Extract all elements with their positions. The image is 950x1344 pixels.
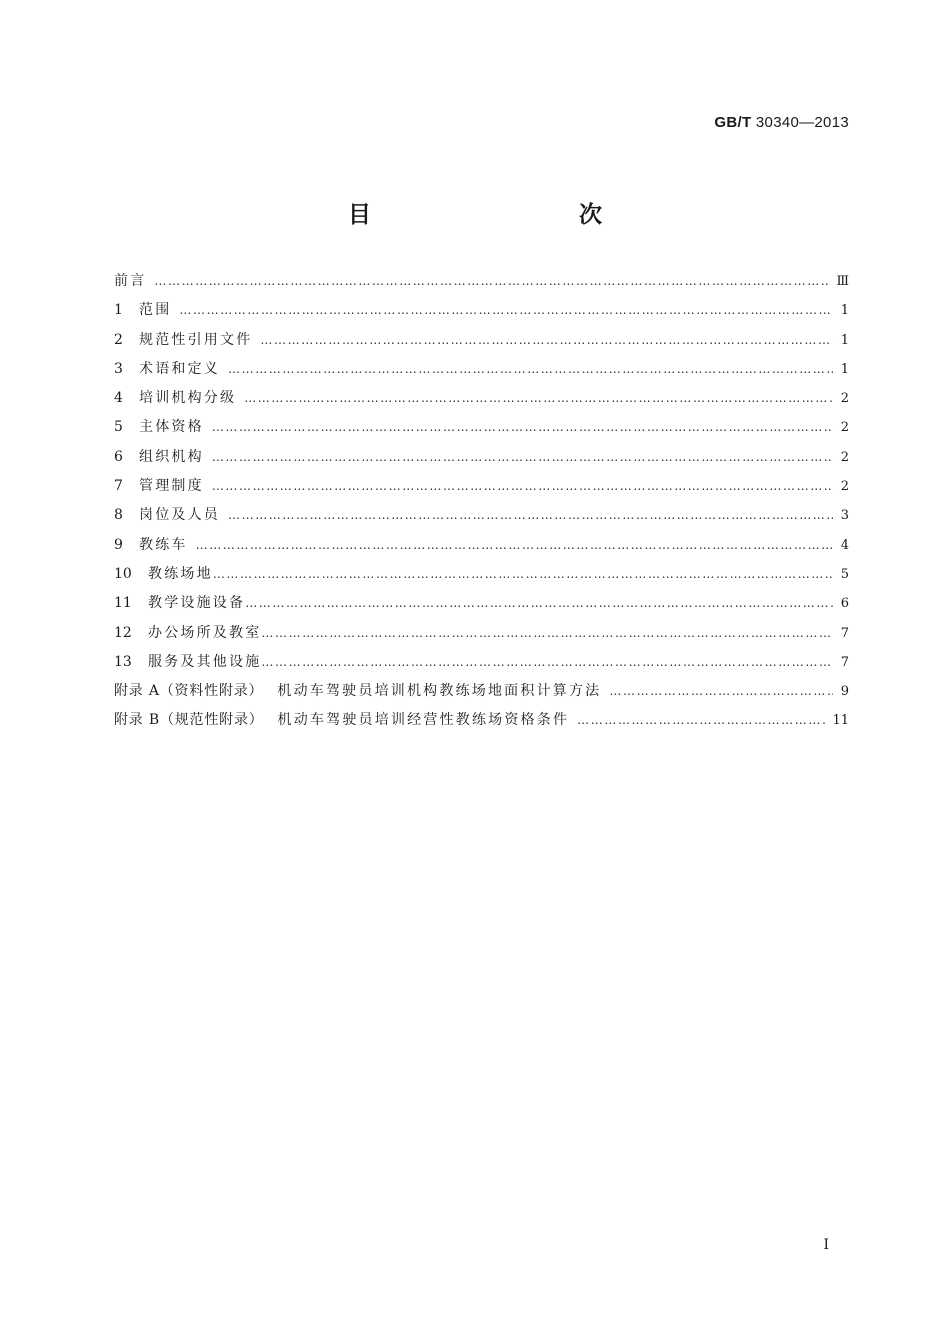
dot-leader	[228, 508, 833, 522]
toc-entry-number: 3	[114, 360, 123, 377]
toc-entry-label: 教练车	[139, 536, 188, 553]
toc-entry-page: 3	[840, 508, 849, 524]
toc-entry-number: 5	[114, 419, 123, 436]
toc-entry-annex-b[interactable]	[114, 709, 849, 738]
toc-entry-label: 范围	[139, 302, 172, 319]
dot-leader	[212, 479, 833, 493]
toc-entry-page: 2	[840, 391, 849, 407]
toc-entry-label: 规范性引用文件	[139, 331, 253, 348]
page-title: 目 次	[348, 202, 656, 228]
toc-entry-8[interactable]	[114, 504, 849, 533]
toc-entry-number: 2	[114, 331, 123, 348]
toc-entry-number: 11	[114, 595, 132, 612]
toc-entry-label: 术语和定义	[139, 360, 220, 377]
toc-entry-page: 4	[840, 537, 849, 553]
toc-entry-11[interactable]	[114, 592, 849, 621]
toc-entry-label: 组织机构	[139, 448, 204, 465]
toc-entry-label: 主体资格	[139, 419, 204, 436]
dot-leader	[261, 655, 833, 669]
toc-entry-label: 岗位及人员	[139, 507, 220, 524]
toc-entry-1[interactable]	[114, 299, 849, 328]
standard-year: 30340—2013	[755, 114, 849, 131]
toc-annex-label: 附录 B（规范性附录）	[114, 712, 264, 729]
toc-entry-number: 12	[114, 624, 132, 641]
toc-entry-number: 8	[114, 507, 123, 524]
toc-annex-title: 机动车驾驶员培训机构教练场地面积计算方法	[277, 683, 602, 700]
toc-entry-7[interactable]	[114, 475, 849, 504]
toc-entry-number: 10	[114, 565, 132, 582]
toc-entry-page: 11	[832, 713, 849, 729]
toc-entry-label: 教练场地	[148, 565, 213, 582]
toc-entry-13[interactable]	[114, 651, 849, 680]
standard-number	[714, 114, 849, 131]
toc-entry-page: 6	[840, 596, 849, 612]
toc-entry-number: 7	[114, 478, 123, 495]
toc-entry-number: 13	[114, 653, 132, 670]
toc-entry-page: 1	[840, 361, 849, 377]
dot-leader	[228, 362, 833, 376]
toc-entry-page: 9	[840, 684, 849, 700]
dot-leader	[213, 567, 833, 581]
toc-entry-label: 管理制度	[139, 478, 204, 495]
toc-entry-4[interactable]	[114, 387, 849, 416]
toc-entry-label: 培训机构分级	[139, 390, 237, 407]
toc-entry-foreword[interactable]	[114, 270, 849, 299]
toc-entry-page: 1	[840, 332, 849, 348]
dot-leader	[212, 420, 833, 434]
toc-entry-5[interactable]	[114, 416, 849, 445]
toc-entry-page: 5	[840, 566, 849, 582]
toc-entry-label: 教学设施设备	[148, 595, 246, 612]
toc-entry-number: 9	[114, 536, 123, 553]
toc-entry-page: 2	[840, 449, 849, 465]
toc-entry-6[interactable]	[114, 446, 849, 475]
dot-leader	[260, 333, 833, 347]
toc-entry-page: 2	[840, 420, 849, 436]
page-number: Ⅰ	[823, 1237, 829, 1253]
dot-leader	[179, 303, 833, 317]
standard-code: GB/T	[714, 114, 752, 131]
toc-entry-number: 4	[114, 390, 123, 407]
dot-leader	[244, 391, 833, 405]
toc-entry-label: 前言	[114, 273, 147, 289]
dot-leader	[577, 713, 826, 727]
toc-entry-number: 6	[114, 448, 123, 465]
toc-entry-page: 1	[840, 303, 849, 319]
dot-leader	[212, 450, 833, 464]
toc-entry-label: 办公场所及教室	[148, 624, 262, 641]
dot-leader	[609, 684, 833, 698]
toc-entry-12[interactable]	[114, 622, 849, 651]
toc-entry-page: 7	[840, 625, 849, 641]
toc-entry-page: 7	[840, 654, 849, 670]
toc-entry-9[interactable]	[114, 534, 849, 563]
dot-leader	[245, 596, 833, 610]
toc-entry-10[interactable]	[114, 563, 849, 592]
dot-leader	[196, 538, 833, 552]
table-of-contents	[114, 270, 849, 739]
toc-entry-page: Ⅲ	[836, 274, 849, 289]
toc-entry-number: 1	[114, 302, 123, 319]
dot-leader	[154, 274, 830, 288]
toc-annex-label: 附录 A（资料性附录）	[114, 683, 264, 700]
toc-entry-page: 2	[840, 479, 849, 495]
toc-entry-2[interactable]	[114, 329, 849, 358]
toc-entry-3[interactable]	[114, 358, 849, 387]
dot-leader	[261, 626, 833, 640]
toc-annex-title: 机动车驾驶员培训经营性教练场资格条件	[277, 712, 570, 729]
toc-entry-annex-a[interactable]	[114, 680, 849, 709]
toc-entry-label: 服务及其他设施	[148, 653, 262, 670]
